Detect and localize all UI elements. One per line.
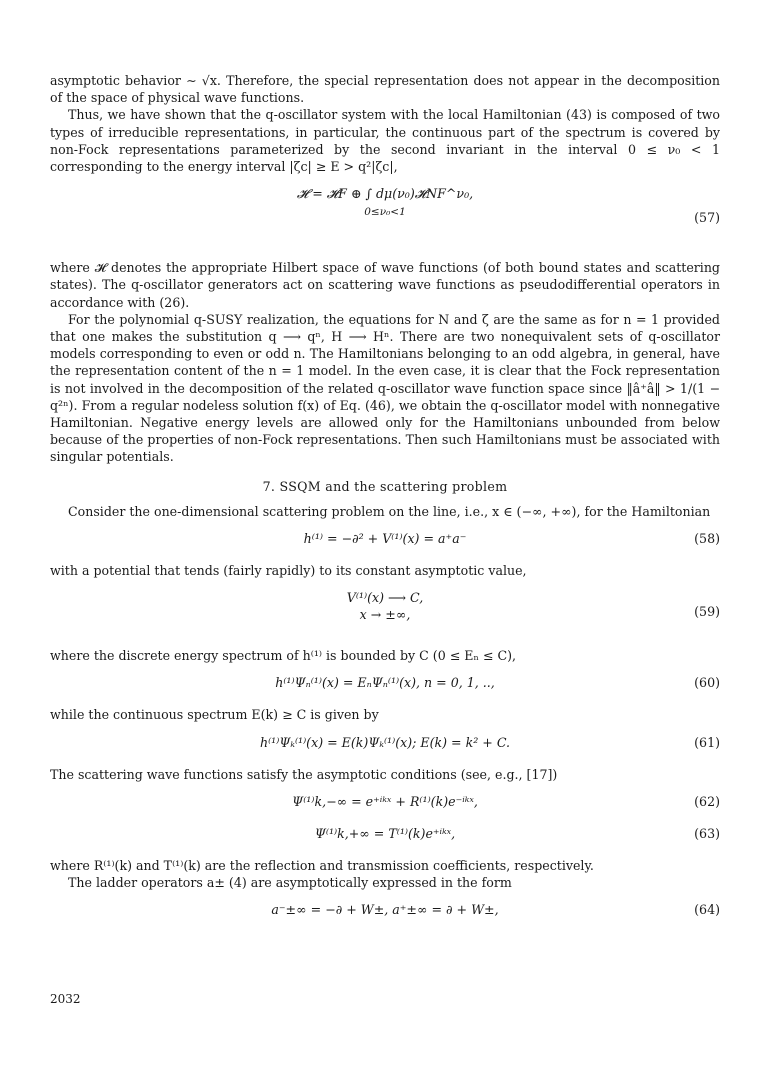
equation-58	[50, 530, 720, 552]
equation-line: V⁽¹⁾(x) ⟶ C,	[346, 590, 424, 606]
equation-number: (60)	[694, 675, 720, 691]
equation-61	[50, 734, 720, 756]
equation-number: (63)	[694, 825, 720, 841]
equation-subscript: 0≤ν₀<1	[364, 206, 406, 219]
paragraph: The ladder operators a± (4) are asymptotically expressed in the form	[68, 875, 512, 891]
page-body	[50, 72, 720, 933]
equation-number: (61)	[694, 734, 720, 750]
paragraph: Thus, we have shown that the q-oscillator system with the local Hamiltonian (43) is composed of two types of irreducible representations, in particular, the continuous part of the spectrum is covered by non-Fock representations parameterized by the second invariant in the interval 0 ≤ ν₀ < 1 corresponding to the energy interval |ζc| ≥ E > q²|ζc|,	[50, 107, 720, 175]
equation-63	[50, 825, 720, 847]
paragraph: while the continuous spectrum E(k) ≥ C is given by	[50, 707, 379, 723]
equation-number: (57)	[694, 210, 720, 226]
paragraph: For the polynomial q-SUSY realization, the equations for N and ζ are the same as for n = 1 provided that one makes the substitution q ⟶ qⁿ, H ⟶ Hⁿ. There are two nonequivalent sets of q-oscillator models corresponding to even or odd n. The Hamiltonians belonging to an odd algebra, in general, have the representation content of the n = 1 model. In the even case, it is clear that the Fock representation is not involved in the decomposition of the related q-oscillator wave function space since ‖â⁺â‖ > 1/(1 − q²ⁿ). From a regular nodeless solution f(x) of Eq. (46), we obtain the q-oscillator model with nonnegative Hamiltonian. Negative energy levels are allowed only for the Hamiltonians unbounded from below because of the properties of non-Fock representations. Then such Hamiltonians must be associated with singular potentials.	[50, 311, 720, 465]
page-number: 2032	[50, 992, 81, 1006]
equation-body: Ψ⁽¹⁾k,−∞ = e⁺ⁱᵏˣ + R⁽¹⁾(k)e⁻ⁱᵏˣ,	[292, 793, 478, 809]
equation-number: (58)	[694, 531, 720, 547]
paragraph: Consider the one-dimensional scattering problem on the line, i.e., x ∈ (−∞, +∞), for the Hamiltonian	[68, 503, 711, 519]
equation-number: (59)	[694, 604, 720, 620]
equation-62	[50, 793, 720, 815]
equation-60	[50, 674, 720, 696]
equation-body: 𝓗 = 𝓗F ⊕ ∫ dμ(ν₀)𝓗NF^ν₀,	[296, 186, 474, 202]
paragraph: with a potential that tends (fairly rapidly) to its constant asymptotic value,	[50, 563, 527, 579]
paragraph: The scattering wave functions satisfy the asymptotic conditions (see, e.g., [17])	[50, 766, 558, 782]
section-title: 7. SSQM and the scattering problem	[262, 478, 508, 494]
paragraph: where the discrete energy spectrum of h⁽¹⁾ is bounded by C (0 ≤ Eₙ ≤ C),	[50, 648, 517, 664]
paragraph: asymptotic behavior ∼ √x. Therefore, the special representation does not appear in the decomposition of the space of physical wave functions.	[50, 73, 720, 106]
equation-line: x → ±∞,	[359, 607, 411, 623]
equation-body: h⁽¹⁾ = −∂² + V⁽¹⁾(x) = a⁺a⁻	[303, 531, 467, 547]
equation-59	[50, 589, 720, 637]
paragraph: where 𝓗 denotes the appropriate Hilbert space of wave functions (of both bound states and scattering states). The q-oscillator generators act on scattering wave functions as pseudodifferential operators in accordance with (26).	[50, 260, 720, 310]
equation-number: (64)	[694, 902, 720, 918]
equation-64	[50, 901, 720, 923]
equation-number: (62)	[694, 793, 720, 809]
equation-body: Ψ⁽¹⁾k,+∞ = T⁽¹⁾(k)e⁺ⁱᵏˣ,	[314, 825, 456, 841]
equation-body: a⁻±∞ = −∂ + W±, a⁺±∞ = ∂ + W±,	[271, 902, 499, 918]
equation-57	[50, 185, 720, 249]
equation-body: h⁽¹⁾Ψₙ⁽¹⁾(x) = EₙΨₙ⁽¹⁾(x), n = 0, 1, ..,	[275, 675, 495, 691]
equation-body: h⁽¹⁾Ψₖ⁽¹⁾(x) = E(k)Ψₖ⁽¹⁾(x); E(k) = k² + C.	[259, 734, 511, 750]
paragraph: where R⁽¹⁾(k) and T⁽¹⁾(k) are the reflection and transmission coefficients, respectively.	[50, 857, 594, 873]
